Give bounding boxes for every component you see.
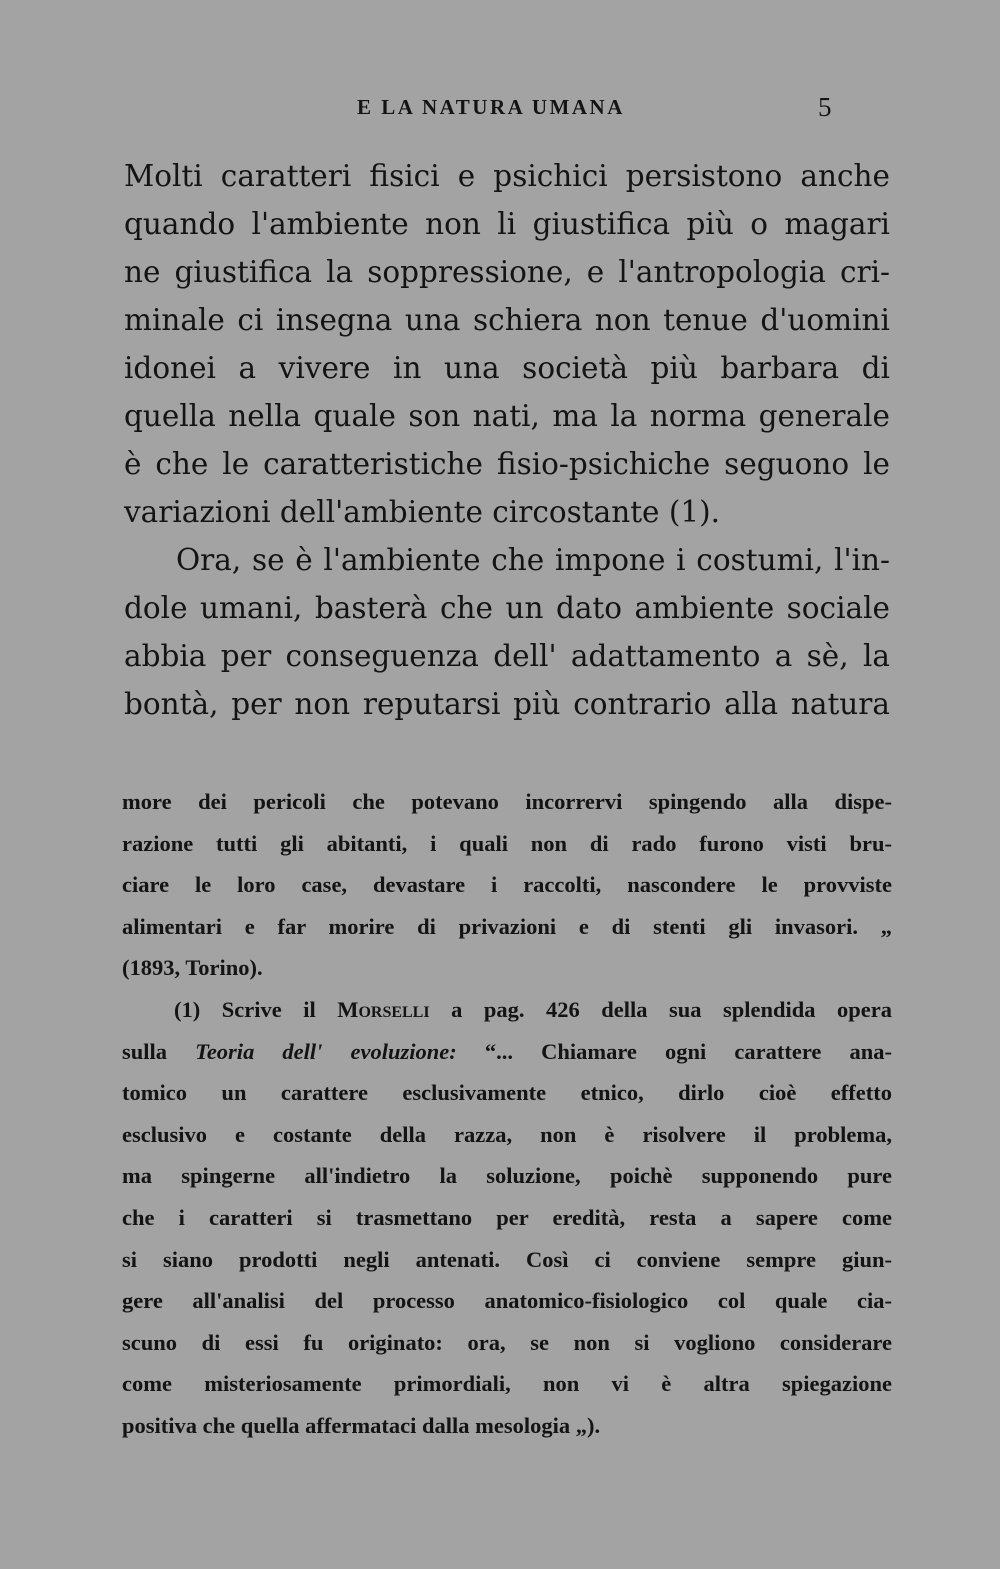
page-number: 5 (818, 92, 832, 122)
text-line: dole umani, basterà che un dato ambiente sociale (124, 591, 890, 625)
footnote-line: ma spingerne all'indietro la soluzione, poichè supponendo pure (122, 1163, 892, 1189)
footnote-text: sulla (122, 1038, 168, 1064)
footnote-line: alimentari e far morire di privazioni e di stenti gli invasori. „ (122, 913, 892, 939)
text-line: quella nella quale son nati, ma la norma generale (124, 399, 890, 433)
footnote-text: a pag. 426 della sua splendida opera (451, 996, 892, 1022)
footnote-line: tomico un carattere esclusivamente etnico, dirlo cioè effetto (122, 1080, 892, 1106)
footnote-line: come misteriosamente primordiali, non vi è altra spiegazione (122, 1371, 892, 1397)
footnote-line: positiva che quella affermataci dalla mesologia „). (122, 1412, 601, 1438)
page-header (0, 92, 1000, 122)
text-line: bontà, per non reputarsi più contrario alla natura (124, 687, 890, 721)
footnote-line (122, 989, 892, 1031)
text-line: variazioni dell'ambiente circostante (1). (124, 495, 721, 529)
text-line: quando l'ambiente non li giustifica più o magari (124, 207, 890, 241)
text-line: abbia per conseguenza dell' adattamento a sè, la (124, 639, 890, 673)
text-line: Molti caratteri fisici e psichici persistono anche (124, 159, 890, 193)
text-line: ne giustifica la soppressione, e l'antropologia cri- (124, 255, 890, 289)
main-text (124, 152, 890, 728)
author-name: Morselli (337, 996, 430, 1022)
text-line: minale ci insegna una schiera non tenue d'uomini (124, 303, 890, 337)
footnote-marker-text: (1) Scrive il (174, 996, 316, 1022)
footnote-line: razione tutti gli abitanti, i quali non di rado furono visti bru- (122, 830, 892, 856)
footnote-line: esclusivo e costante della razza, non è risolvere il problema, (122, 1121, 892, 1147)
footnote-line: si siano prodotti negli antenati. Così ci conviene sempre giun- (122, 1246, 892, 1272)
footnote-line: che i caratteri si trasmettano per eredità, resta a sapere come (122, 1204, 892, 1230)
footnote-line: (1893, Torino). (122, 955, 263, 981)
text-line: Ora, se è l'ambiente che impone i costumi, l'in- (176, 543, 890, 577)
footnote-line: ciare le loro case, devastare i raccolti, nascondere le provviste (122, 872, 892, 898)
text-line: è che le caratteristiche fisio-psichiche seguono le (124, 447, 890, 481)
text-line: idonei a vivere in una società più barbara di (124, 351, 890, 385)
footnote-line: scuno di essi fu originato: ora, se non si vogliono considerare (122, 1329, 892, 1355)
footnote-line (122, 1031, 892, 1073)
footnote-line: gere all'analisi del processo anatomico-fisiologico col quale cia- (122, 1288, 892, 1314)
running-title: E LA NATURA UMANA (357, 95, 625, 119)
footnote-line: more dei pericoli che potevano incorrervi spingendo alla dispe- (122, 789, 892, 814)
footnote-text: “... Chiamare ogni carattere ana- (484, 1038, 892, 1064)
footnotes (122, 781, 892, 1447)
book-title: Teoria dell' evoluzione: (195, 1038, 457, 1064)
